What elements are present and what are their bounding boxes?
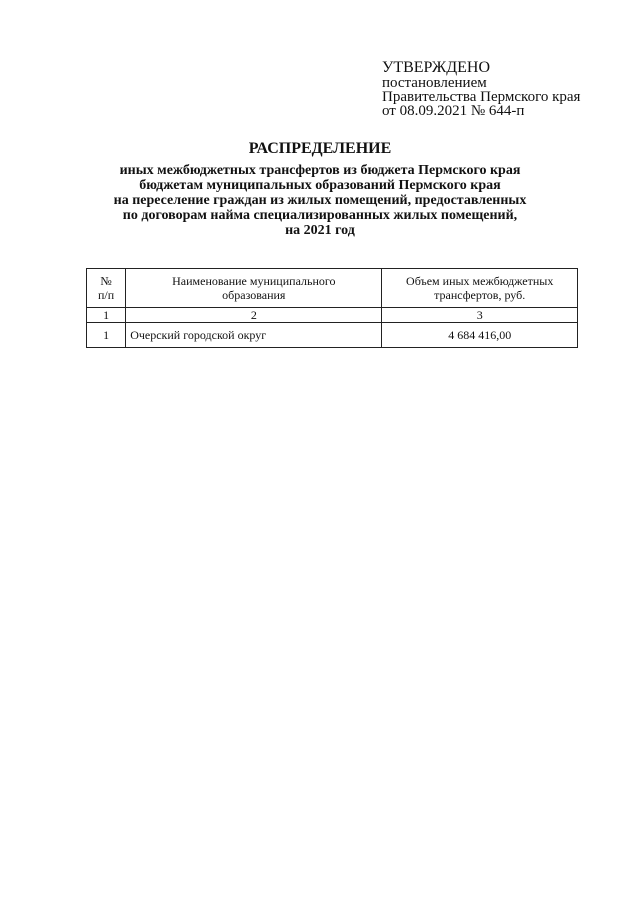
header-number-line-1: № — [100, 274, 112, 288]
header-amount-line-2: трансфертов, руб. — [434, 288, 526, 302]
approval-heading: УТВЕРЖДЕНО — [382, 59, 491, 76]
approval-line-government: Правительства Пермского края — [382, 89, 581, 105]
approval-line-resolution: постановлением — [382, 75, 487, 91]
document-subtitle — [0, 163, 640, 238]
table-row — [87, 323, 578, 348]
approval-block — [382, 60, 580, 118]
header-name-line-2: образования — [222, 288, 286, 302]
header-name-line-1: Наименование муниципального — [172, 274, 336, 288]
subtitle-line-2: бюджетам муниципальных образований Пермского края — [139, 178, 501, 193]
approval-line-date: от 08.09.2021 № 644-п — [382, 103, 525, 119]
distribution-table — [86, 268, 578, 348]
row-number-cell: 1 — [87, 323, 126, 348]
subtitle-line-3: на переселение граждан из жилых помещений, предоставленных — [113, 193, 527, 208]
table-header-row — [87, 269, 578, 308]
header-number-line-2: п/п — [98, 288, 115, 302]
row-amount-cell: 4 684 416,00 — [382, 323, 578, 348]
column-number-row — [87, 308, 578, 323]
column-number-2: 2 — [126, 308, 382, 323]
subtitle-line-5: на 2021 год — [285, 223, 355, 238]
header-number-cell — [87, 269, 126, 308]
header-amount-line-1: Объем иных межбюджетных — [406, 274, 554, 288]
column-number-1: 1 — [87, 308, 126, 323]
document-title: РАСПРЕДЕЛЕНИЕ — [248, 140, 392, 157]
subtitle-line-4: по договорам найма специализированных жилых помещений, — [122, 208, 518, 223]
header-amount-cell — [382, 269, 578, 308]
header-name-cell — [126, 269, 382, 308]
column-number-3: 3 — [382, 308, 578, 323]
row-municipality-cell: Очерский городской округ — [126, 323, 382, 348]
subtitle-line-1: иных межбюджетных трансфертов из бюджета Пермского края — [119, 163, 521, 178]
